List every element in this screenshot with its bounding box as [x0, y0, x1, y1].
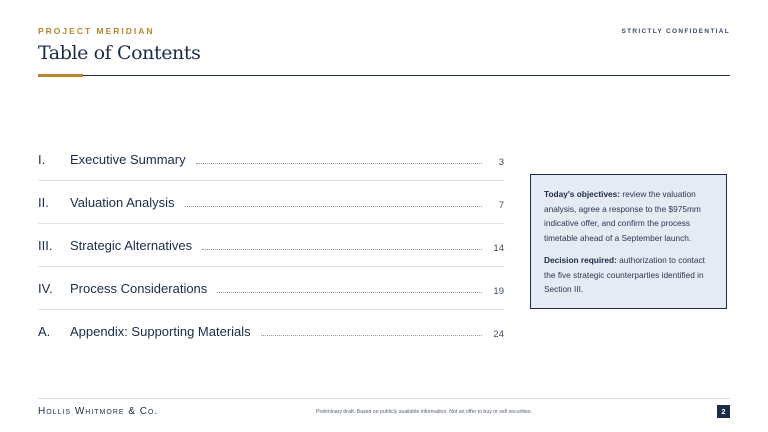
toc-label: Executive Summary	[70, 151, 186, 167]
toc-leader-dots	[217, 292, 482, 293]
toc-entry-strategic-alternatives[interactable]	[38, 224, 504, 267]
objectives-paragraph	[544, 187, 714, 245]
table-of-contents	[38, 138, 504, 352]
decision-text: authorization to contact the five strategic counterparties identified in Section III.	[544, 255, 705, 294]
objectives-label: Today's objectives:	[544, 189, 621, 199]
page-number-badge: 2	[717, 405, 730, 418]
confidential-label: STRICTLY CONFIDENTIAL	[621, 28, 730, 35]
toc-numeral: A.	[38, 323, 51, 339]
toc-numeral: IV.	[38, 280, 53, 296]
toc-leader-dots	[196, 163, 482, 164]
decision-paragraph	[544, 253, 714, 297]
toc-label: Valuation Analysis	[70, 194, 175, 210]
toc-label: Process Considerations	[70, 280, 208, 296]
toc-entry-process-considerations[interactable]	[38, 267, 504, 310]
objectives-callout	[530, 174, 727, 309]
toc-numeral: III.	[38, 237, 53, 253]
toc-leader-dots	[261, 335, 482, 336]
objectives-text: review the valuation analysis, agree a response to the $975mm indicative offer, and confirm the process timetable ahead of a September launch.	[544, 189, 701, 243]
page-title: Table of Contents	[38, 42, 201, 64]
toc-numeral: I.	[38, 151, 46, 167]
footer-rule	[38, 398, 730, 399]
toc-label: Strategic Alternatives	[70, 237, 193, 253]
slide-header	[38, 26, 730, 64]
toc-page-number: 24	[493, 328, 504, 340]
toc-page-number: 19	[493, 285, 504, 297]
header-rule	[38, 75, 730, 76]
header-rule-accent	[38, 74, 83, 77]
toc-entry-valuation-analysis[interactable]	[38, 181, 504, 224]
toc-entry-executive-summary[interactable]	[38, 138, 504, 181]
toc-leader-dots	[185, 206, 482, 207]
firm-name: Hollis Whitmore & Co.	[38, 406, 159, 417]
toc-label: Appendix: Supporting Materials	[70, 323, 251, 339]
toc-page-number: 14	[493, 242, 504, 254]
toc-numeral: II.	[38, 194, 49, 210]
toc-entry-appendix[interactable]	[38, 310, 504, 352]
project-name: PROJECT MERIDIAN	[38, 26, 155, 36]
toc-page-number: 7	[498, 199, 504, 211]
toc-leader-dots	[202, 249, 482, 250]
decision-label: Decision required:	[544, 255, 617, 265]
toc-page-number: 3	[498, 156, 504, 168]
footer-disclaimer: Preliminary draft. Based on publicly available information. Not an offer to buy or sell securities.	[316, 409, 532, 415]
